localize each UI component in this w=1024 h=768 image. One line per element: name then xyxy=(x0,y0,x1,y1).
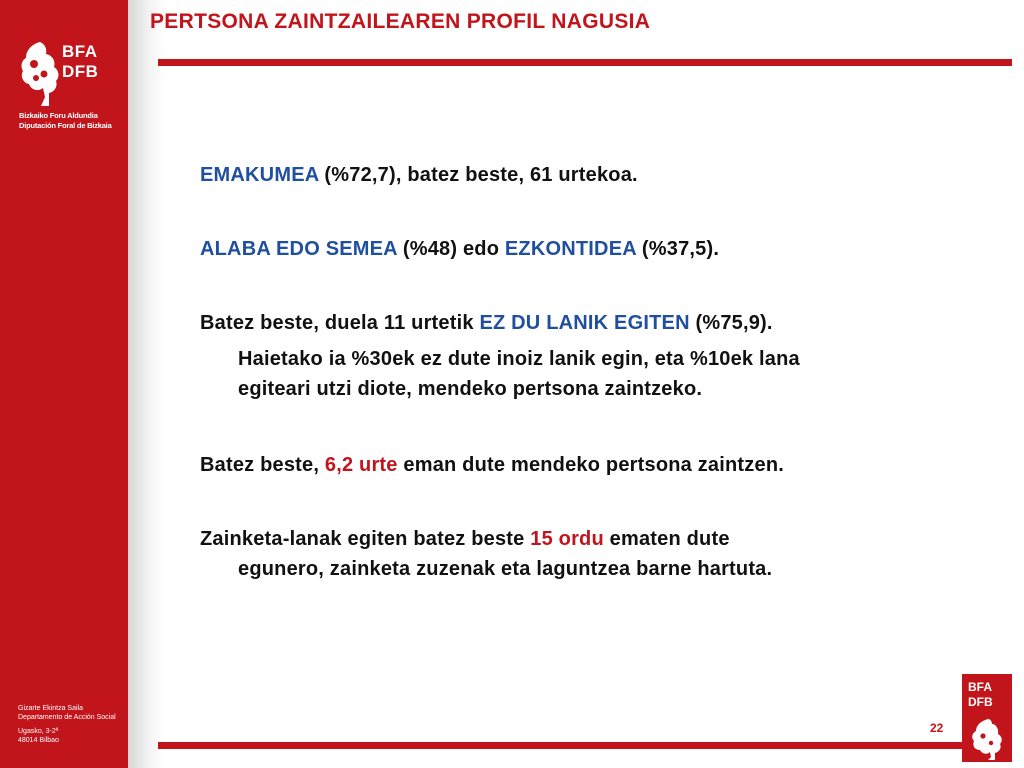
page-number: 22 xyxy=(930,721,944,735)
corner-logo-line-2: DFB xyxy=(968,695,993,709)
bullet-2 xyxy=(200,234,719,264)
bullet-2-part-4: (%37,5). xyxy=(636,238,720,260)
bullet-5-continuation: egunero, zainketa zuzenak eta laguntzea barne hartuta. xyxy=(238,558,773,580)
bullet-4 xyxy=(200,450,784,480)
bullet-4-part-2: 6,2 urte xyxy=(324,454,398,476)
address-street: Ugasko, 3-2ª xyxy=(18,728,59,735)
bullet-1-part-2: (%72,7), batez beste, 61 urtekoa. xyxy=(318,164,638,186)
logo-wordmark xyxy=(62,42,98,82)
bfa-dfb-logo xyxy=(14,36,116,136)
logo-line-1: BFA xyxy=(62,42,98,61)
bullet-4-part-3: eman dute mendeko pertsona zaintzen. xyxy=(397,454,784,476)
corner-logo-line-1: BFA xyxy=(968,680,992,694)
department-spanish: Departamento de Acción Social xyxy=(18,714,116,721)
sidebar-shadow xyxy=(128,0,164,768)
bullet-3-sub-line-1: Haietako ia %30ek ez dute inoiz lanik egin, eta %10ek lana xyxy=(238,348,800,370)
bullet-2-part-1: ALABA EDO SEMEA xyxy=(200,238,398,260)
bullet-5-part-3: ematen dute xyxy=(603,528,730,550)
bullet-3-part-2: EZ DU LANIK EGITEN xyxy=(479,312,690,334)
bullet-5-part-1: Zainketa-lanak egiten batez beste xyxy=(200,528,531,550)
department-basque: Gizarte Ekintza Saila xyxy=(18,705,83,712)
bullet-4-part-1: Batez beste, xyxy=(200,454,325,476)
bullet-5-part-2: 15 ordu xyxy=(530,528,604,550)
slide-title: PERTSONA ZAINTZAILEAREN PROFIL NAGUSIA xyxy=(150,10,651,33)
sidebar-band xyxy=(0,0,128,768)
bullet-3 xyxy=(200,308,773,338)
title-rule xyxy=(158,59,1012,66)
footer-rule xyxy=(158,742,1012,749)
org-name xyxy=(19,111,137,131)
org-name-spanish: Diputación Foral de Bizkaia xyxy=(19,121,112,130)
oak-tree-emblem-icon xyxy=(966,716,1006,760)
logo-line-2: DFB xyxy=(62,62,99,81)
bullet-1-part-1: EMAKUMEA xyxy=(200,164,319,186)
oak-tree-emblem-icon xyxy=(14,36,62,108)
bullet-2-part-3: EZKONTIDEA xyxy=(504,238,637,260)
address-city: 48014 Bilbao xyxy=(18,737,59,744)
bullet-3-part-1: Batez beste, duela 11 urtetik xyxy=(200,312,480,334)
bullet-5 xyxy=(200,524,730,554)
corner-logo-wordmark xyxy=(968,680,993,710)
org-name-basque: Bizkaiko Foru Aldundia xyxy=(19,111,98,120)
bullet-3-sub-line-2: egiteari utzi diote, mendeko pertsona zaintzeko. xyxy=(238,378,703,400)
bullet-3-part-3: (%75,9). xyxy=(689,312,773,334)
bullet-2-part-2: (%48) edo xyxy=(397,238,505,260)
bullet-1 xyxy=(200,160,638,190)
department-info xyxy=(18,704,126,745)
corner-logo xyxy=(962,674,1012,762)
